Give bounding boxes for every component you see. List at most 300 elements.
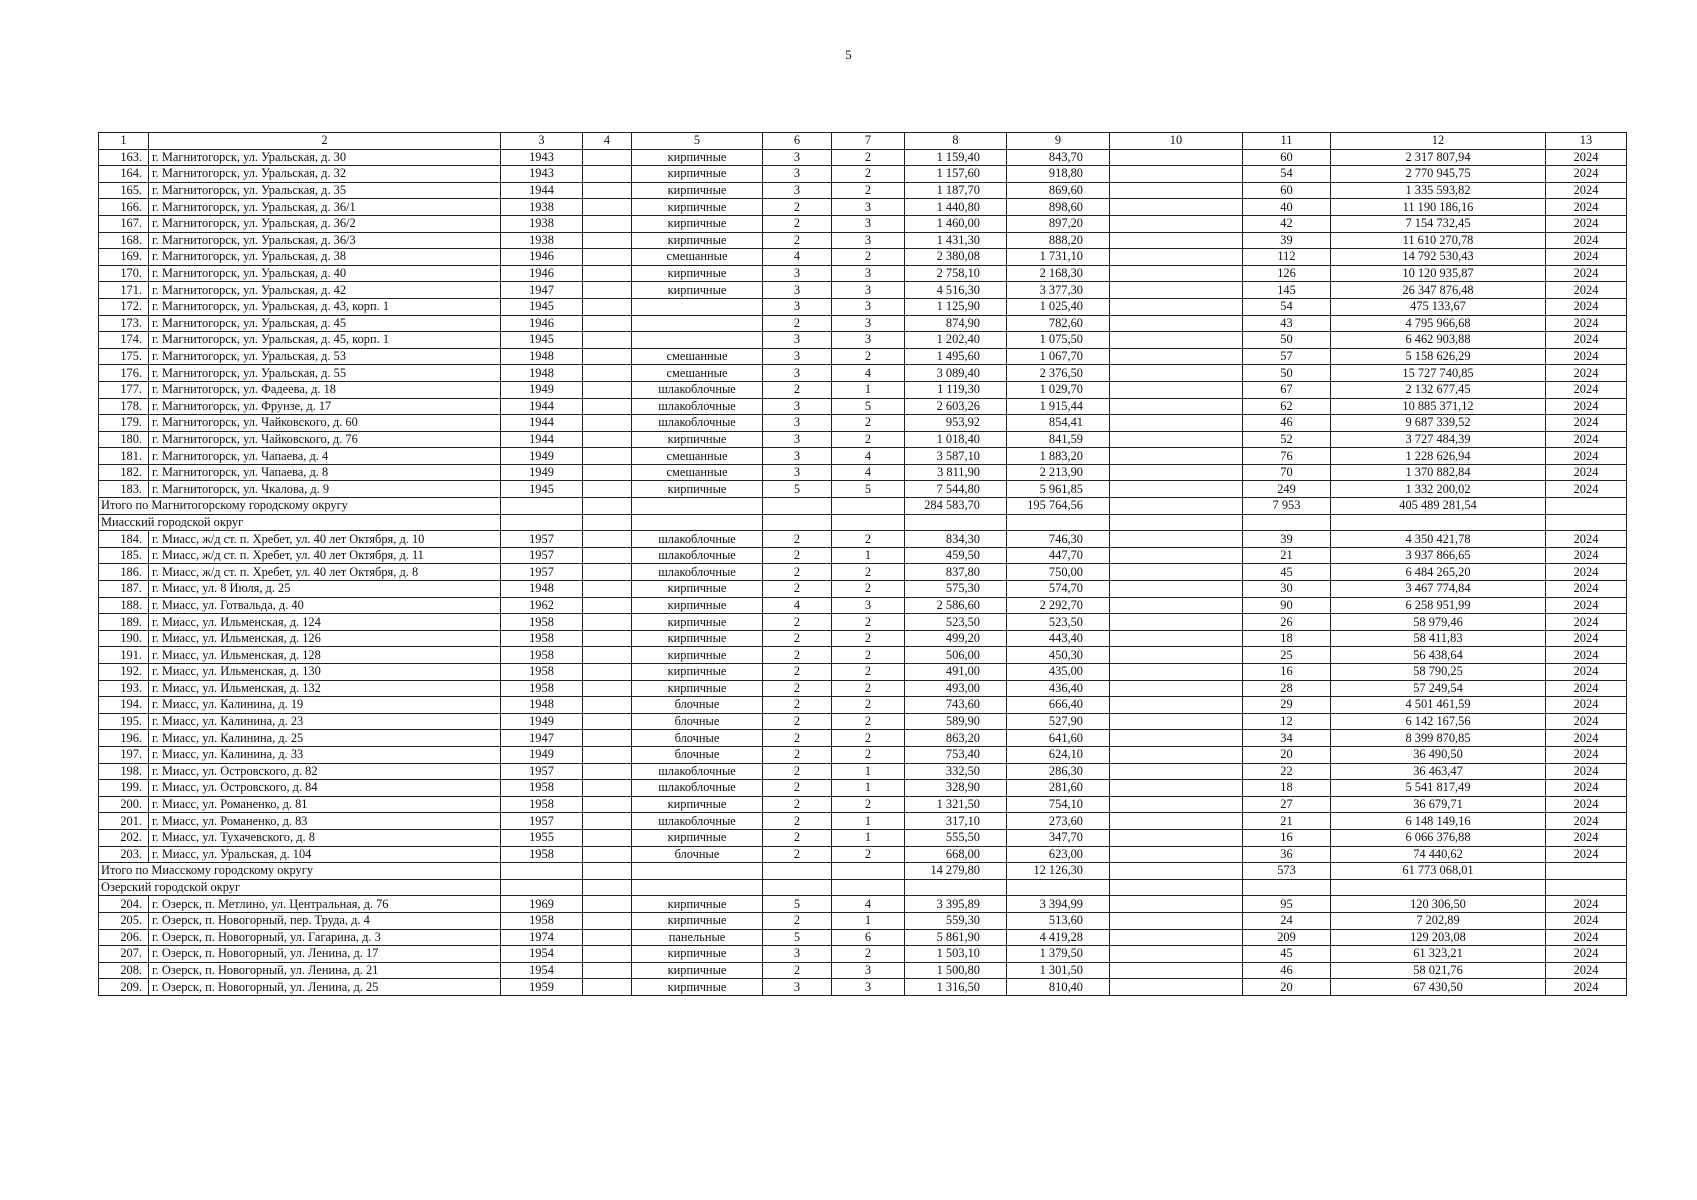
address: г. Миасс, ул. Тухачевского, д. 8 [149,829,501,846]
repair-cost: 4 350 421,78 [1331,531,1546,548]
table-row [99,713,1627,730]
address: г. Миасс, ул. Готвальда, д. 40 [149,597,501,614]
total-area: 506,00 [905,647,1007,664]
living-area: 869,60 [1007,182,1110,199]
address: г. Магнитогорск, ул. Чапаева, д. 8 [149,464,501,481]
build-year: 1948 [501,365,583,382]
residents: 50 [1243,365,1331,382]
planned-year: 2024 [1546,298,1627,315]
build-year: 1946 [501,265,583,282]
col-10 [1110,182,1243,199]
col-10 [1110,597,1243,614]
floors: 3 [763,415,832,432]
total-area: 284 583,70 [905,498,1007,515]
planned-year: 2024 [1546,265,1627,282]
col-4 [583,398,632,415]
table-row [99,166,1627,183]
address: г. Миасс, ул. Калинина, д. 23 [149,713,501,730]
floors: 3 [763,149,832,166]
build-year: 1948 [501,697,583,714]
build-year: 1945 [501,332,583,349]
build-year: 1958 [501,664,583,681]
living-area: 3 394,99 [1007,896,1110,913]
wall-material [632,315,763,332]
build-year: 1958 [501,846,583,863]
wall-material [632,332,763,349]
address: г. Миасс, ул. Романенко, д. 81 [149,796,501,813]
col-10 [1110,697,1243,714]
table-row [99,481,1627,498]
entrances: 1 [832,780,905,797]
repair-cost: 1 332 200,02 [1331,481,1546,498]
residents: 20 [1243,746,1331,763]
col-4 [583,149,632,166]
floors: 2 [763,680,832,697]
living-area: 746,30 [1007,531,1110,548]
living-area: 2 168,30 [1007,265,1110,282]
planned-year: 2024 [1546,531,1627,548]
table-row [99,564,1627,581]
planned-year: 2024 [1546,962,1627,979]
total-area: 753,40 [905,746,1007,763]
col-10 [1110,912,1243,929]
wall-material: смешанные [632,348,763,365]
living-area: 1 301,50 [1007,962,1110,979]
entrances: 1 [832,547,905,564]
living-area: 918,80 [1007,166,1110,183]
planned-year: 2024 [1546,315,1627,332]
residents: 60 [1243,182,1331,199]
section-heading-row [99,514,1627,531]
planned-year: 2024 [1546,564,1627,581]
col-4 [583,697,632,714]
build-year: 1958 [501,614,583,631]
address: г. Магнитогорск, ул. Чкалова, д. 9 [149,481,501,498]
col-4 [583,581,632,598]
floors: 3 [763,298,832,315]
floors: 2 [763,829,832,846]
address: г. Магнитогорск, ул. Уральская, д. 36/1 [149,199,501,216]
floors: 3 [763,265,832,282]
empty-cell [501,879,583,896]
floors: 2 [763,763,832,780]
table-row [99,381,1627,398]
total-area: 2 586,60 [905,597,1007,614]
repair-cost: 61 773 068,01 [1331,863,1546,880]
build-year: 1949 [501,713,583,730]
repair-cost: 11 190 186,16 [1331,199,1546,216]
living-area: 4 419,28 [1007,929,1110,946]
row-number: 196. [99,730,149,747]
living-area: 1 067,70 [1007,348,1110,365]
total-area: 1 157,60 [905,166,1007,183]
floors: 2 [763,664,832,681]
build-year: 1946 [501,315,583,332]
floors: 4 [763,249,832,266]
living-area: 2 213,90 [1007,464,1110,481]
planned-year: 2024 [1546,149,1627,166]
entrances: 3 [832,265,905,282]
total-area: 332,50 [905,763,1007,780]
entrances: 2 [832,730,905,747]
planned-year: 2024 [1546,780,1627,797]
build-year: 1948 [501,581,583,598]
floors: 3 [763,464,832,481]
build-year: 1946 [501,249,583,266]
total-area: 3 811,90 [905,464,1007,481]
col-10 [1110,282,1243,299]
row-number: 186. [99,564,149,581]
address: г. Миасс, ж/д ст. п. Хребет, ул. 40 лет Октября, д. 10 [149,531,501,548]
repair-cost: 36 490,50 [1331,746,1546,763]
repair-cost: 6 484 265,20 [1331,564,1546,581]
wall-material: блочные [632,713,763,730]
residents: 39 [1243,531,1331,548]
col-10 [1110,381,1243,398]
residents: 67 [1243,381,1331,398]
total-area: 1 321,50 [905,796,1007,813]
col-10 [1110,863,1243,880]
row-number: 179. [99,415,149,432]
address: г. Миасс, ул. Островского, д. 82 [149,763,501,780]
build-year: 1944 [501,182,583,199]
living-area: 666,40 [1007,697,1110,714]
table-row [99,265,1627,282]
planned-year: 2024 [1546,215,1627,232]
total-area: 1 500,80 [905,962,1007,979]
row-number: 164. [99,166,149,183]
row-number: 182. [99,464,149,481]
total-area: 523,50 [905,614,1007,631]
entrances: 3 [832,232,905,249]
living-area: 447,70 [1007,547,1110,564]
floors: 2 [763,564,832,581]
build-year: 1949 [501,381,583,398]
row-number: 191. [99,647,149,664]
address: г. Миасс, ул. Калинина, д. 19 [149,697,501,714]
col-4 [583,664,632,681]
table-row [99,547,1627,564]
residents: 24 [1243,912,1331,929]
entrances: 1 [832,829,905,846]
table-row [99,232,1627,249]
total-row [99,498,1627,515]
planned-year [1546,863,1627,880]
living-area: 1 029,70 [1007,381,1110,398]
empty-cell [905,514,1007,531]
build-year: 1957 [501,547,583,564]
col-4 [583,249,632,266]
entrances: 3 [832,332,905,349]
row-number: 175. [99,348,149,365]
repair-cost: 3 727 484,39 [1331,431,1546,448]
entrances: 1 [832,912,905,929]
empty-cell [501,514,583,531]
col-10 [1110,431,1243,448]
address: г. Миасс, ж/д ст. п. Хребет, ул. 40 лет Октября, д. 11 [149,547,501,564]
col-4 [583,846,632,863]
wall-material: кирпичные [632,265,763,282]
residents: 126 [1243,265,1331,282]
col-10 [1110,746,1243,763]
total-area: 743,60 [905,697,1007,714]
planned-year: 2024 [1546,763,1627,780]
floors: 3 [763,348,832,365]
col-4 [583,182,632,199]
col-10 [1110,215,1243,232]
living-area: 1 075,50 [1007,332,1110,349]
row-number: 180. [99,431,149,448]
total-area: 459,50 [905,547,1007,564]
repair-cost: 9 687 339,52 [1331,415,1546,432]
build-year: 1962 [501,597,583,614]
total-area: 499,20 [905,630,1007,647]
residents: 57 [1243,348,1331,365]
build-year [501,863,583,880]
entrances [832,498,905,515]
floors: 3 [763,448,832,465]
floors: 2 [763,780,832,797]
total-label: Итого по Магнитогорскому городскому округу [99,498,501,515]
address: г. Озерск, п. Новогорный, ул. Ленина, д. 17 [149,946,501,963]
wall-material: кирпичные [632,979,763,996]
entrances: 1 [832,381,905,398]
entrances: 2 [832,348,905,365]
address: г. Магнитогорск, ул. Уральская, д. 38 [149,249,501,266]
living-area: 1 883,20 [1007,448,1110,465]
living-area: 195 764,56 [1007,498,1110,515]
total-area: 1 187,70 [905,182,1007,199]
repair-cost: 14 792 530,43 [1331,249,1546,266]
residents: 39 [1243,232,1331,249]
row-number: 197. [99,746,149,763]
living-area: 436,40 [1007,680,1110,697]
col-10 [1110,581,1243,598]
empty-cell [832,879,905,896]
entrances: 2 [832,182,905,199]
table-row [99,846,1627,863]
col-10 [1110,249,1243,266]
col-10 [1110,846,1243,863]
address: г. Магнитогорск, ул. Чайковского, д. 76 [149,431,501,448]
total-area: 7 544,80 [905,481,1007,498]
build-year [501,498,583,515]
living-area: 574,70 [1007,581,1110,598]
col-4 [583,763,632,780]
residents: 20 [1243,979,1331,996]
planned-year: 2024 [1546,381,1627,398]
living-area: 527,90 [1007,713,1110,730]
table-row [99,315,1627,332]
repair-cost: 5 541 817,49 [1331,780,1546,797]
floors: 2 [763,614,832,631]
floors: 2 [763,381,832,398]
table-row [99,199,1627,216]
col-4 [583,829,632,846]
col-10 [1110,763,1243,780]
row-number: 167. [99,215,149,232]
floors: 2 [763,730,832,747]
entrances: 3 [832,979,905,996]
entrances: 3 [832,962,905,979]
col-4 [583,315,632,332]
entrances: 2 [832,846,905,863]
planned-year: 2024 [1546,713,1627,730]
planned-year: 2024 [1546,581,1627,598]
table-row [99,531,1627,548]
col-4 [583,647,632,664]
row-number: 170. [99,265,149,282]
table-row [99,746,1627,763]
column-header: 4 [583,133,632,150]
build-year: 1943 [501,166,583,183]
build-year: 1958 [501,630,583,647]
entrances: 2 [832,697,905,714]
entrances: 2 [832,796,905,813]
residents: 29 [1243,697,1331,714]
repair-cost: 4 795 966,68 [1331,315,1546,332]
floors [763,863,832,880]
table-row [99,647,1627,664]
section-heading-row [99,879,1627,896]
planned-year: 2024 [1546,680,1627,697]
residents: 18 [1243,780,1331,797]
build-year: 1957 [501,763,583,780]
repair-cost: 10 120 935,87 [1331,265,1546,282]
wall-material: кирпичные [632,829,763,846]
col-4 [583,464,632,481]
col-4 [583,896,632,913]
repair-cost: 129 203,08 [1331,929,1546,946]
repair-cost: 57 249,54 [1331,680,1546,697]
total-area: 863,20 [905,730,1007,747]
col-10 [1110,398,1243,415]
planned-year: 2024 [1546,415,1627,432]
living-area: 347,70 [1007,829,1110,846]
residents: 50 [1243,332,1331,349]
row-number: 187. [99,581,149,598]
repair-cost: 3 467 774,84 [1331,581,1546,598]
living-area: 443,40 [1007,630,1110,647]
planned-year: 2024 [1546,697,1627,714]
address: г. Озерск, п. Новогорный, пер. Труда, д. 4 [149,912,501,929]
address: г. Магнитогорск, ул. Уральская, д. 43, корп. 1 [149,298,501,315]
living-area: 1 379,50 [1007,946,1110,963]
planned-year: 2024 [1546,448,1627,465]
wall-material: кирпичные [632,481,763,498]
table-row [99,282,1627,299]
residents: 52 [1243,431,1331,448]
residents: 40 [1243,199,1331,216]
total-area: 2 603,26 [905,398,1007,415]
table-row [99,464,1627,481]
living-area: 854,41 [1007,415,1110,432]
living-area: 435,00 [1007,664,1110,681]
col-4 [583,979,632,996]
address: г. Магнитогорск, ул. Фрунзе, д. 17 [149,398,501,415]
repair-cost: 6 258 951,99 [1331,597,1546,614]
floors: 3 [763,166,832,183]
repair-cost: 10 885 371,12 [1331,398,1546,415]
floors: 2 [763,713,832,730]
col-4 [583,531,632,548]
repair-cost: 11 610 270,78 [1331,232,1546,249]
repair-cost: 36 679,71 [1331,796,1546,813]
row-number: 195. [99,713,149,730]
living-area: 286,30 [1007,763,1110,780]
column-header: 6 [763,133,832,150]
address: г. Магнитогорск, ул. Уральская, д. 36/3 [149,232,501,249]
living-area: 281,60 [1007,780,1110,797]
planned-year: 2024 [1546,796,1627,813]
col-4 [583,730,632,747]
entrances: 2 [832,581,905,598]
planned-year: 2024 [1546,664,1627,681]
planned-year: 2024 [1546,182,1627,199]
total-area: 1 202,40 [905,332,1007,349]
col-4 [583,630,632,647]
living-area: 513,60 [1007,912,1110,929]
residents: 54 [1243,166,1331,183]
total-area: 5 861,90 [905,929,1007,946]
table-row [99,448,1627,465]
residents: 209 [1243,929,1331,946]
living-area: 897,20 [1007,215,1110,232]
table-row [99,149,1627,166]
col-10 [1110,829,1243,846]
total-area: 2 380,08 [905,249,1007,266]
repair-cost: 58 790,25 [1331,664,1546,681]
repair-cost: 2 317 807,94 [1331,149,1546,166]
table-row [99,664,1627,681]
col-10 [1110,199,1243,216]
wall-material: кирпичные [632,896,763,913]
living-area: 1 025,40 [1007,298,1110,315]
wall-material: кирпичные [632,199,763,216]
col-10 [1110,149,1243,166]
column-header: 13 [1546,133,1627,150]
planned-year: 2024 [1546,813,1627,830]
total-area: 3 587,10 [905,448,1007,465]
col-4 [583,265,632,282]
column-header: 11 [1243,133,1331,150]
total-area: 1 125,90 [905,298,1007,315]
planned-year: 2024 [1546,232,1627,249]
total-area: 328,90 [905,780,1007,797]
row-number: 209. [99,979,149,996]
repair-cost: 4 501 461,59 [1331,697,1546,714]
wall-material: панельные [632,929,763,946]
row-number: 174. [99,332,149,349]
build-year: 1958 [501,780,583,797]
empty-cell [1007,879,1110,896]
row-number: 181. [99,448,149,465]
floors: 2 [763,647,832,664]
planned-year: 2024 [1546,912,1627,929]
build-year: 1949 [501,746,583,763]
col-4 [583,431,632,448]
col-10 [1110,713,1243,730]
row-number: 202. [99,829,149,846]
wall-material [632,298,763,315]
address: г. Миасс, ул. Калинина, д. 25 [149,730,501,747]
col-10 [1110,481,1243,498]
table-row [99,332,1627,349]
floors: 3 [763,979,832,996]
col-10 [1110,896,1243,913]
column-header: 2 [149,133,501,150]
row-number: 207. [99,946,149,963]
